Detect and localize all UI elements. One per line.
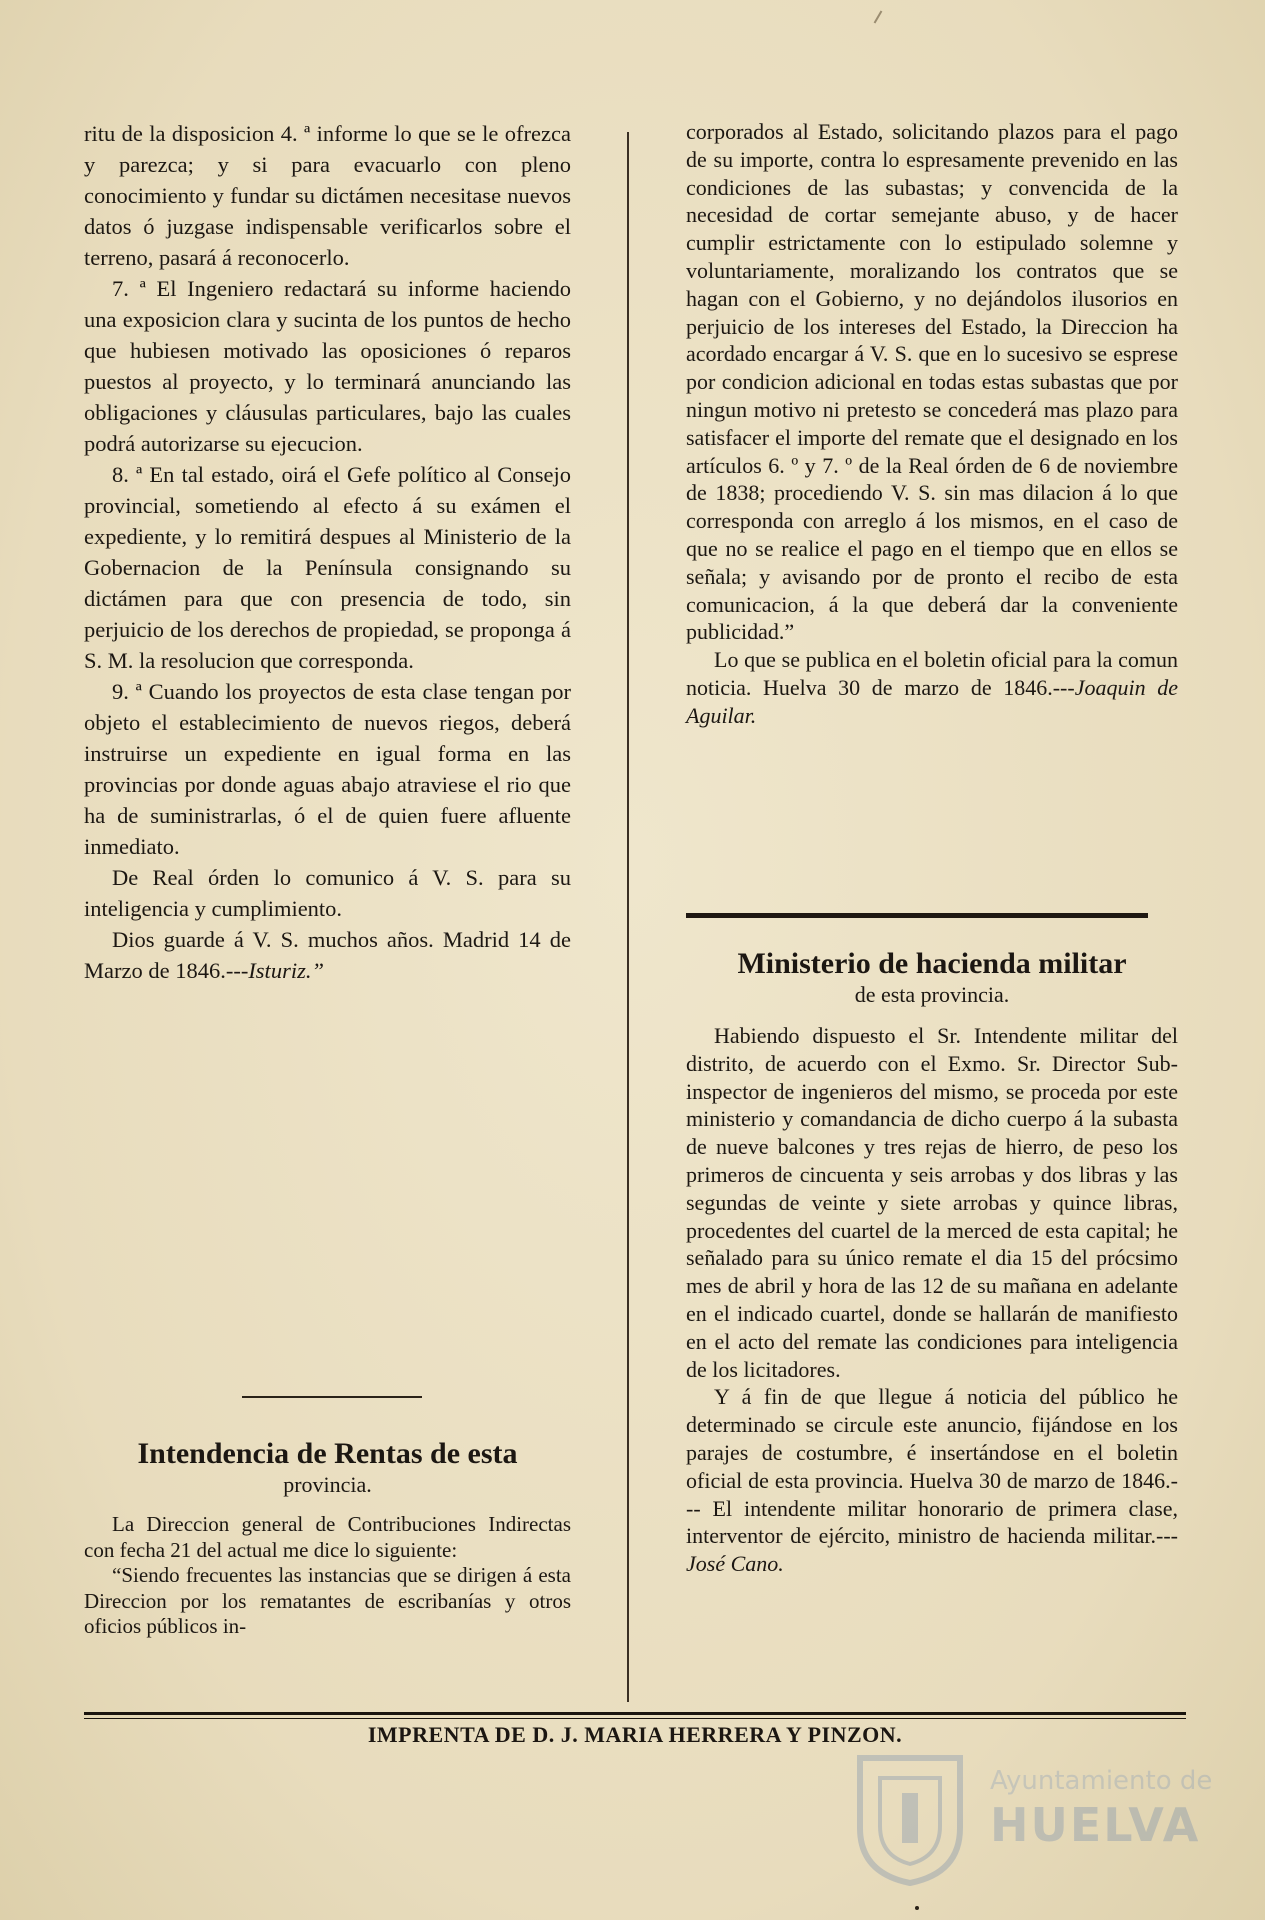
intendencia-section [84,1436,571,1640]
paragraph-article-9: 9. ª Cuando los proyectos de esta clase tengan por objeto el establecimiento de nuevos riegos, deberá instruirse un expediente en igual forma en las provincias por donde aguas abajo atraviese el rio que ha de suministrarlas, ó el de quien fuere afluente inmediato. [84,679,571,859]
paragraph-dios-guarde [84,924,571,986]
closing-text: Dios guarde á V. S. muchos años. Madrid 14 de Marzo de 1846.--- [84,927,571,983]
publica-text: Lo que se publica en el boletin oficial para la comun noticia. Huelva 30 de marzo de 1846.--- [686,647,1178,700]
ministerio-subtitle: de esta provincia. [854,982,1010,1007]
intendencia-subtitle: provincia. [283,1472,372,1497]
paper-mark [874,10,883,23]
section-divider-short [242,1396,422,1398]
signature-cano: José Cano. [686,1551,784,1577]
column-divider [627,132,629,1702]
signature-isturiz: Isturiz.” [248,958,324,983]
paragraph-disposicion: ritu de la disposicion 4. ª informe lo que se le ofrezca y parezca; y si para evacuarlo con pleno conocimiento y fundar su dictámen necesitase nuevos datos ó juzgase indispensable verificarlos sobre el terreno, pasará á reconocerlo. [84,121,571,270]
paragraph-real-orden: De Real órden lo comunico á V. S. para su inteligencia y cumplimiento. [84,865,571,921]
section-divider-thick [686,913,1148,918]
ministerio-paragraph-1: Habiendo dispuesto el Sr. Intendente militar del distrito, de acuerdo con el Exmo. Sr. Director Sub-inspector de ingenieros del mismo, se proceda por este ministerio y comandancia de dicho cuerpo á la subasta de nueve balcones y tres rejas de hierro, de peso los primeros de cincuenta y seis arrobas y dos libras y las segundas de veinte y siete arrobas y quince libras, procedentes del cuartel de la merced de esta capital; he señalado para su único remate el dia 15 del prócsimo mes de abril y hora de las 12 de su mañana en adelante en el indicado cuartel, donde se hallarán de manifiesto en el acto del remate las condiciones para inteligencia de los licitadores. [686,1023,1178,1382]
paragraph-article-7: 7. ª El Ingeniero redactará su informe haciendo una exposicion clara y sucinta de los puntos de hecho que hubiesen motivado las oposiciones ó reparos puestos al proyecto, y lo terminará anunciando las obligaciones y cláusulas particulares, bajo las cuales podrá autorizarse su ejecucion. [84,276,571,456]
ministerio-section [686,946,1178,1578]
intendencia-title: Intendencia de Rentas de esta [137,1437,518,1470]
ministerio-paragraph-2 [686,1383,1178,1578]
page-dot [915,1906,919,1910]
ministerio-closing-text: Y á fin de que llegue á noticia del público he determinado se circule este anuncio, fijándose en los parajes de costumbre, é insertándose en el boletin oficial de esta provincia. Huelva 30 de marzo de 1846.--- El intendente militar honorario de primera clase, interventor de ejército, ministro de hacienda militar.--- [686,1384,1178,1549]
footer-rule-thick [84,1712,1186,1715]
intendencia-paragraph-1: La Direccion general de Contribuciones Indirectas con fecha 21 del actual me dice lo siguiente: [84,1512,571,1562]
watermark-line-1: Ayuntamiento de [990,1766,1213,1796]
printer-imprint: IMPRENTA DE D. J. MARIA HERRERA Y PINZON. [367,1722,903,1747]
ministerio-title: Ministerio de hacienda militar [737,947,1127,980]
watermark-line-2: HUELVA [990,1798,1201,1852]
coat-of-arms-icon [850,1748,970,1888]
intendencia-paragraph-2: “Siendo frecuentes las instancias que se dirigen á esta Direccion por los rematantes de escribanías y otros oficios públicos in- [84,1563,571,1638]
paragraph-corporados: corporados al Estado, solicitando plazos para el pago de su importe, contra lo espresamente prevenido en las condiciones de las subastas; y convencida de la necesidad de cortar semejante abuso, y de hacer cumplir estrictamente con lo estipulado solemne y voluntariamente, moralizando los contratos que se hagan con el Gobierno, y no dejándolos ilusorios en perjuicio de los intereses del Estado, la Direccion ha acordado encargar á V. S. que en lo sucesivo se esprese por condicion adicional en todas estas subastas que por ningun motivo ni pretesto se concederá mas plazo para satisfacer el importe del remate que el designado en los artículos 6. º y 7. º de la Real órden de 6 de noviembre de 1838; procediendo V. S. sin mas dilacion á lo que corresponda con arreglo á los mismos, en el caso de que no se realice el pago en el tiempo que en ellos se señala; y avisando por de pronto el recibo de esta comunicacion, á la que deberá dar la conveniente publicidad.” [686,119,1178,645]
paragraph-article-8: 8. ª En tal estado, oirá el Gefe político al Consejo provincial, sometiendo al efecto á su exámen el expediente, y lo remitirá despues al Ministerio de la Gobernacion de la Península consignando su dictámen para que con presencia de todo, sin perjuicio de los derechos de propiedad, se proponga á S. M. la resolucion que corresponda. [84,462,571,673]
signature-aguilar: Joaquin de Aguilar. [686,674,1178,728]
footer-rule-thin [84,1718,1186,1719]
ayuntamiento-watermark [850,1748,1250,1888]
left-column [84,118,571,986]
right-column [686,118,1178,730]
paragraph-lo-que-se-publica [686,646,1178,729]
